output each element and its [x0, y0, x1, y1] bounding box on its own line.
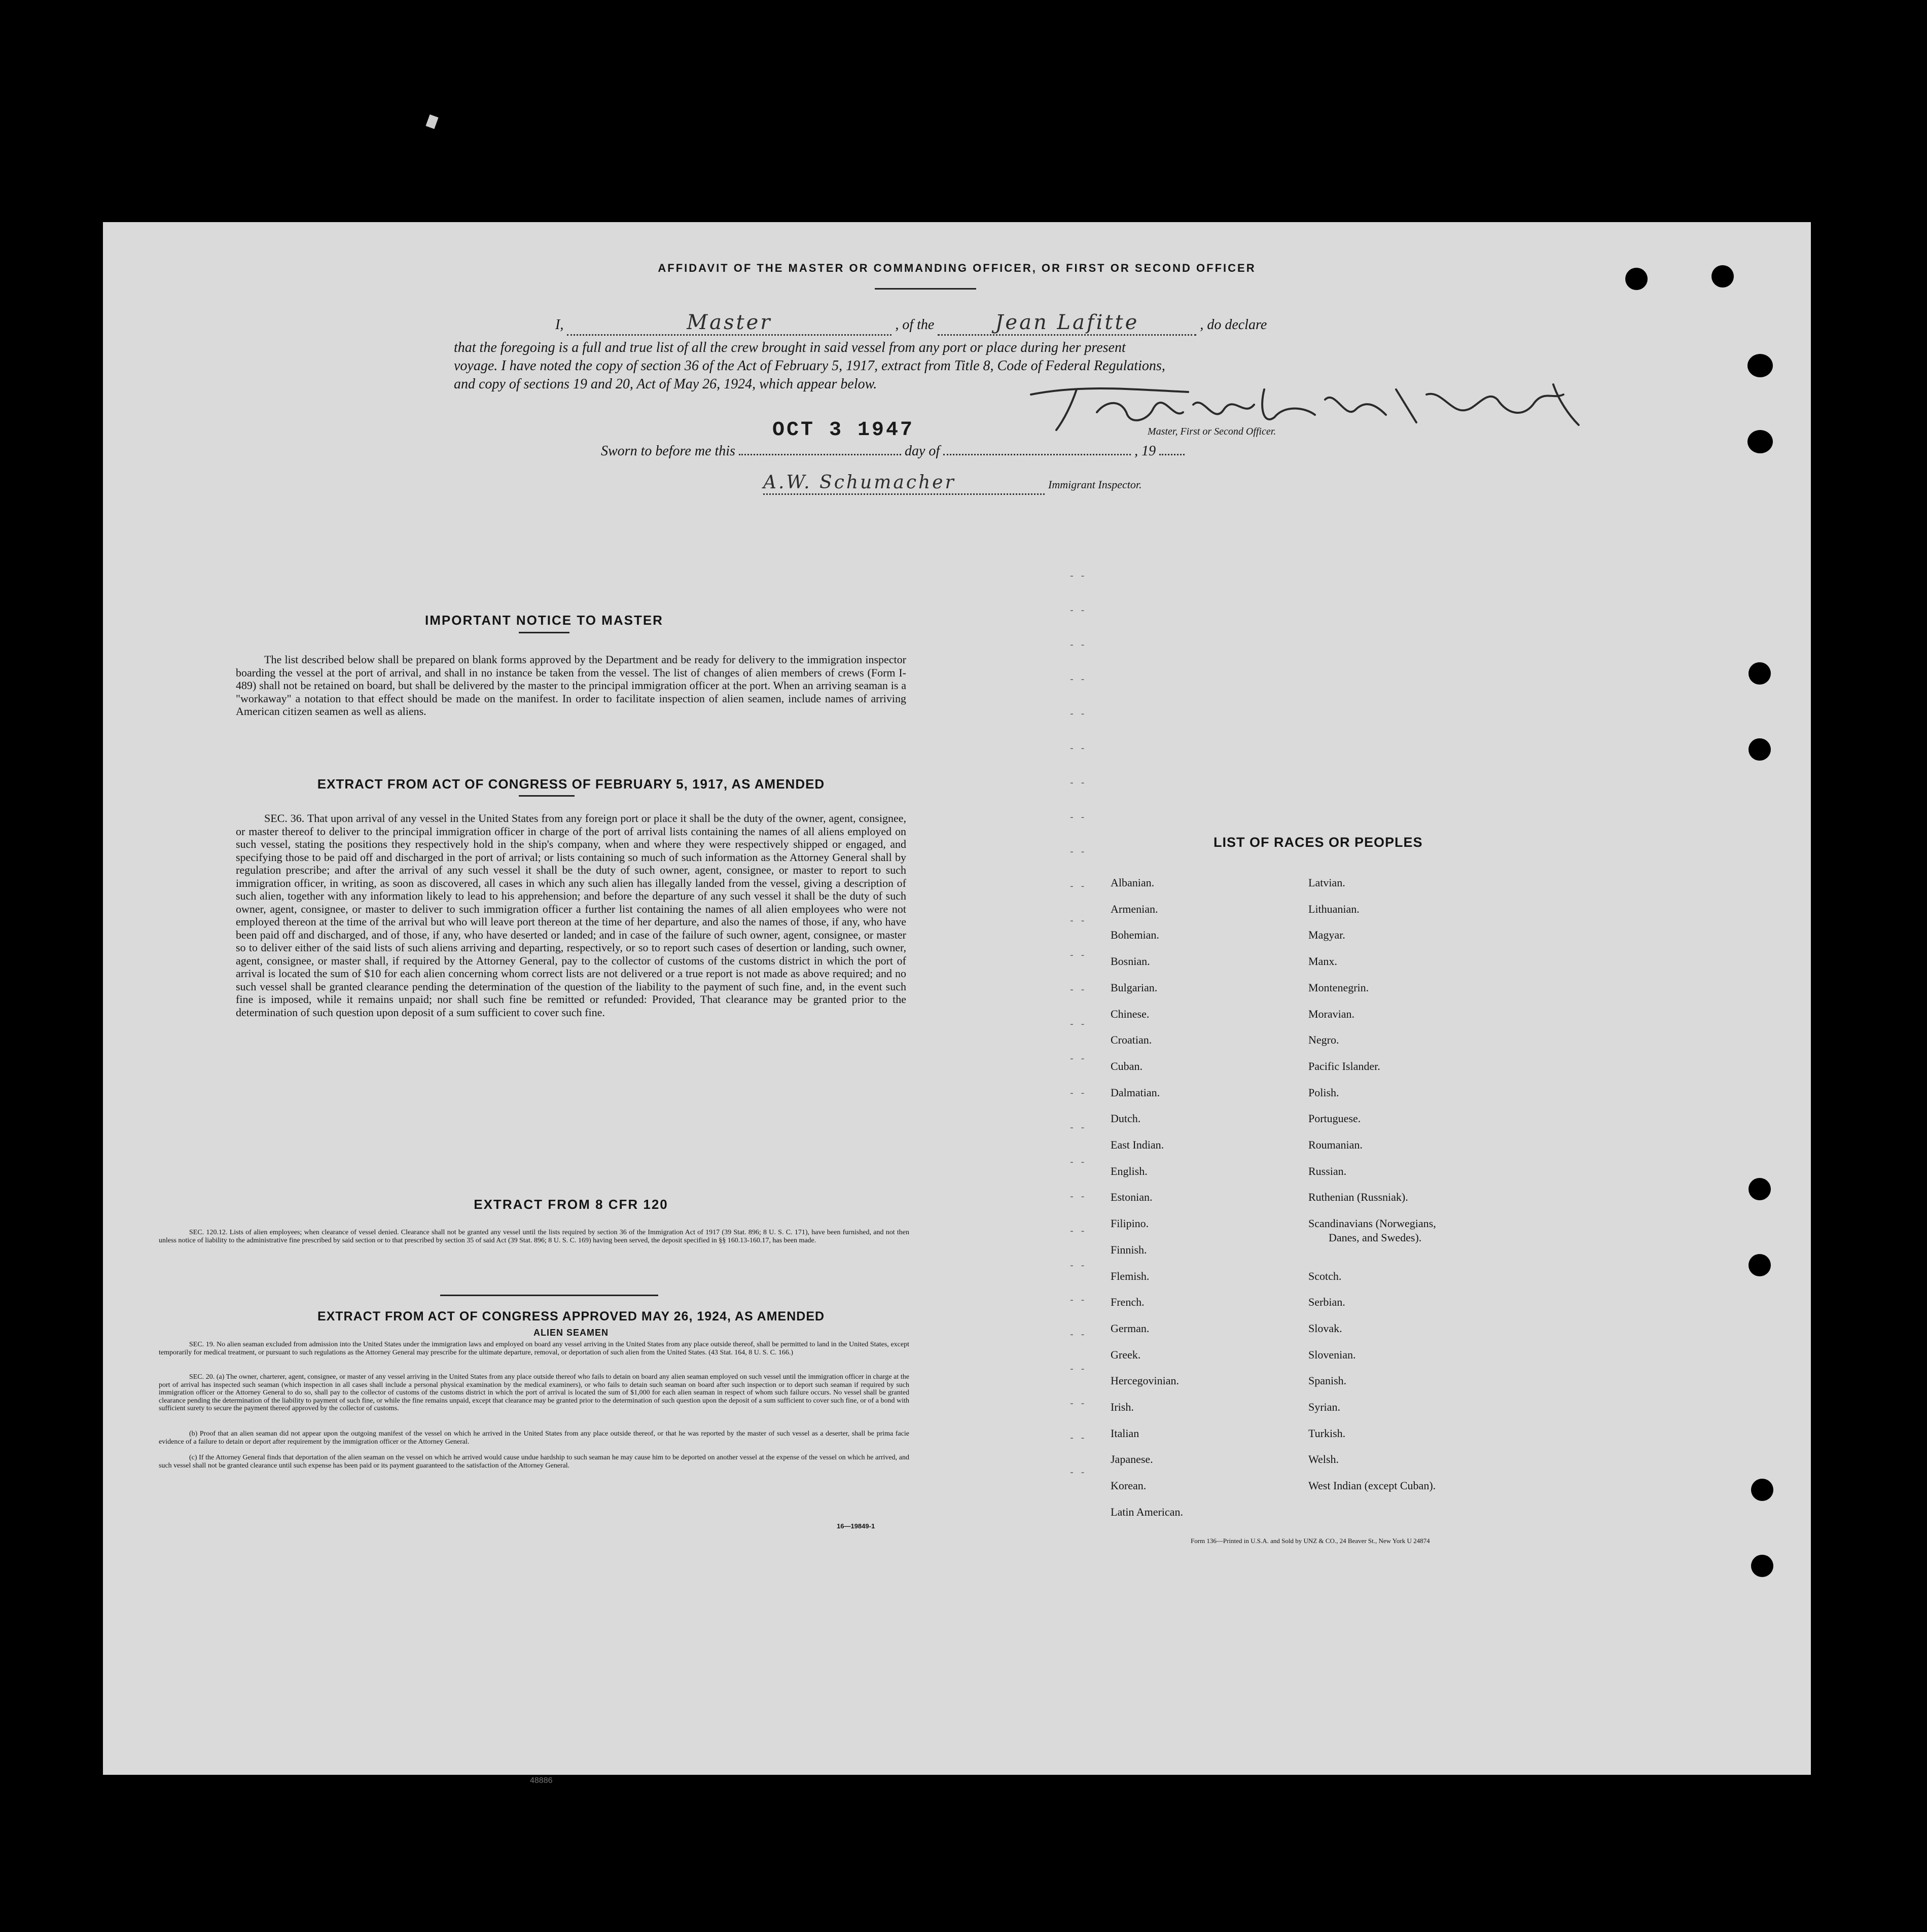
- race-left: Latin American.: [1111, 1505, 1183, 1518]
- race-right: Latvian.: [1308, 876, 1345, 889]
- sec-20c-text: (c) If the Attorney General finds that deportation of the alien seaman on the vessel on which he arrived would cause undue hardship to such seaman he may cause him to be deported on another vessel at the expense of the vessel on which he arrived, and such vessel shall not be granted clearance until such expense has been paid or its payment guaranteed to the satisfaction of the Attorney General.: [159, 1454, 909, 1470]
- race-left: Cuban.: [1111, 1059, 1143, 1072]
- declaration-line-2: that the foregoing is a full and true list of all the crew brought in said vessel from any port or place during her present: [454, 340, 1126, 355]
- sec-20b-text: (b) Proof that an alien seaman did not appear upon the outgoing manifest of the vessel on which he arrived in the United States from any place outside thereof, or that he was reported by the master of such vessel as a deserter, shall be prima facie evidence of a failure to detain or deport after requirement by the immigration officer or the Attorney General.: [159, 1430, 909, 1446]
- race-left: Korean.: [1111, 1479, 1147, 1492]
- race-left: East Indian.: [1111, 1138, 1164, 1151]
- extract-1924-heading: EXTRACT FROM ACT OF CONGRESS APPROVED MAY 26, 1924, AS AMENDED: [317, 1309, 825, 1323]
- form-footer: Form 136—Printed in U.S.A. and Sold by UNZ & CO., 24 Beaver St., New York U 24874: [1191, 1537, 1430, 1545]
- affidavit-heading: AFFIDAVIT OF THE MASTER OR COMMANDING OFFICER, OR FIRST OR SECOND OFFICER: [658, 262, 1256, 274]
- extract-1917-heading: EXTRACT FROM ACT OF CONGRESS OF FEBRUARY 5, 1917, AS AMENDED: [317, 776, 825, 792]
- punch-hole: [1625, 268, 1648, 290]
- punch-hole: [1747, 430, 1773, 453]
- cfr-text: SEC. 120.12. Lists of alien employees; when clearance of vessel denied. Clearance shall not be granted any vessel until the lists required by section 36 of the Immigration Act of 1917 (39 Stat. 896; 8 U. S. C. 171), have been furnished, and not then unless notice of liability to the administrative fine prescribed by said section or to that prescribed by section 35 of said Act (39 Stat. 896; 8 U. S. C. 169) having been served, the deposit specified in §§ 160.13-160.17, has been made.: [159, 1229, 909, 1244]
- race-right: Syrian.: [1308, 1401, 1340, 1413]
- of-the-text: , of the: [895, 317, 935, 333]
- punch-hole: [1748, 1254, 1771, 1276]
- race-right: Negro.: [1308, 1033, 1339, 1047]
- notice-heading: IMPORTANT NOTICE TO MASTER: [425, 613, 663, 628]
- sworn-month-field: [943, 454, 1131, 455]
- sworn-prefix: Sworn to before me this: [601, 443, 735, 459]
- sec-20a-text: SEC. 20. (a) The owner, charterer, agent, consignee, or master of any vessel arriving in the United States from any place outside thereof who fails to detain on board any alien seaman employed on such vessel until the immigration officer in charge at the port of arrival has inspected such seaman (which inspection in all cases shall include a personal physical examination by the medical examiners), or who fails to detain such seaman on board after such inspection or to deport such seaman if required by such immigration officer or the Attorney General to do so, shall pay to the collector of customs of the customs district in which the port of arrival is located the sum of $1,000 for each alien seaman in respect of whom such failure occurs. No vessel shall be granted clearance pending the determination of the liability to payment of such fine, or while the fine remains unpaid, except that clearance may be granted prior to the determination of such question upon the deposit of a sum sufficient to cover such fine, or of a bond with sufficient surety to secure the payment thereof approved by the collector of customs.: [159, 1373, 909, 1412]
- punch-hole: [1748, 662, 1771, 685]
- race-left: Bohemian.: [1111, 928, 1159, 942]
- race-right: Polish.: [1308, 1086, 1339, 1099]
- inspector-caption: Immigrant Inspector.: [1048, 478, 1142, 491]
- scan-mark: 48886: [530, 1776, 553, 1785]
- race-right: Ruthenian (Russniak).: [1308, 1191, 1408, 1204]
- year-prefix: , 19: [1134, 443, 1156, 459]
- race-right: Turkish.: [1308, 1426, 1346, 1440]
- race-right: Scandinavians (Norwegians,: [1308, 1217, 1436, 1230]
- race-left: English.: [1111, 1164, 1148, 1177]
- sworn-year-field: [1159, 454, 1185, 455]
- race-right: Portuguese.: [1308, 1112, 1361, 1125]
- alien-seamen-subheading: ALIEN SEAMEN: [533, 1328, 609, 1338]
- race-left: Armenian.: [1111, 902, 1158, 915]
- inspector-signature: A.W. Schumacher: [763, 472, 956, 493]
- race-right: Montenegrin.: [1308, 981, 1369, 994]
- race-right: Serbian.: [1308, 1296, 1345, 1309]
- master-caption: Master, First or Second Officer.: [1148, 426, 1276, 437]
- race-left: German.: [1111, 1321, 1150, 1335]
- race-right: Magyar.: [1308, 928, 1345, 942]
- notice-divider: [519, 632, 569, 633]
- race-right: Lithuanian.: [1308, 902, 1360, 915]
- race-right: Manx.: [1308, 955, 1337, 968]
- punch-hole: [1751, 1479, 1773, 1501]
- race-right: Welsh.: [1308, 1453, 1339, 1466]
- race-left: Bosnian.: [1111, 955, 1150, 968]
- races-heading: LIST OF RACES OR PEOPLES: [1214, 835, 1423, 850]
- scan-speck: [425, 115, 438, 129]
- race-left: Flemish.: [1111, 1269, 1150, 1282]
- punch-hole: [1748, 1178, 1771, 1200]
- position-field: [567, 313, 891, 336]
- race-left: Chinese.: [1111, 1007, 1150, 1020]
- race-right: Scotch.: [1308, 1269, 1342, 1282]
- punch-hole: [1711, 265, 1734, 288]
- vessel-field: [938, 313, 1196, 336]
- declaration-line-1: [454, 313, 1412, 336]
- document-sheet: [103, 222, 1811, 1775]
- race-right: Slovak.: [1308, 1321, 1342, 1335]
- declaration-line-4: and copy of sections 19 and 20, Act of May 26, 1924, which appear below.: [454, 376, 877, 392]
- race-right: Pacific Islander.: [1308, 1059, 1380, 1072]
- declaration-prefix: I,: [555, 317, 564, 333]
- race-left: Japanese.: [1111, 1453, 1153, 1466]
- race-left: Finnish.: [1111, 1243, 1147, 1256]
- races-list: [1111, 876, 1668, 1546]
- race-left: French.: [1111, 1296, 1145, 1309]
- cfr-divider: [440, 1295, 658, 1296]
- position-handwriting: Master: [687, 311, 772, 334]
- heading-divider: [875, 288, 976, 290]
- sec-19-text: SEC. 19. No alien seaman excluded from admission into the United States under the immigration laws and employed on board any vessel arriving in the United States from any place outside thereof, shall be permitted to land in the United States, except temporarily for medical treatment, or pursuant to such regulations as the Attorney General may prescribe for the ultimate departure, removal, or deportation of such alien from the United States. (43 Stat. 164, 8 U. S. C. 166.): [159, 1341, 909, 1356]
- race-left: Hercegovinian.: [1111, 1374, 1179, 1387]
- race-left: Irish.: [1111, 1401, 1134, 1413]
- extract-1917-text: SEC. 36. That upon arrival of any vessel in the United States from any foreign port or place it shall be the duty of the owner, agent, consignee, or master thereof to deliver to the principal immigration officer in charge of the port of arrival lists containing the names of all aliens employed on such vessel, stating the positions they respectively hold in the ship's company, when and where they were respectively shipped or engaged, and specifying those to be paid off and discharged in the port of arrival; or lists containing so much of such information as the Attorney General shall by regulation prescribe; and after the arrival of any such vessel it shall be the duty of such owner, agent, consignee, or master to report to such immigration officer, in writing, as soon as discovered, all cases in which any such alien has illegally landed from the vessel, giving a description of such alien, together with any information likely to lead to his apprehension; and before the departure of any such vessel it shall be the duty of such owner, agent, consignee, or master to deliver to such immigration officer a further list containing the names of all alien employees who were not employed thereon at the time of the arrival but who will leave port thereon at the time of her departure, and also the names of those, if any, who have been paid off and discharged, and of those, if any, who have deserted or landed; and in case of the failure of such owner, agent, consignee, or master so to deliver either of the said lists of such aliens arriving and departing, respectively, or so to report such cases of desertion or landing, such owner, agent, consignee, or master shall, if required by the Attorney General, pay to the collector of customs of the customs district in which the port of arrival is located the sum of $10 for each alien concerning whom correct lists are not delivered or a true report is not made as above required; and no such vessel shall be granted clearance pending the determination of the question of the liability to the payment of such fine, and, in the event such fine is imposed, while it remains unpaid; nor shall such fine be remitted or refunded: Provided, That clearance may be granted prior to the determination of such question upon deposit of a sum sufficient to cover such fine.: [236, 812, 906, 1019]
- punch-hole: [1747, 354, 1773, 377]
- race-left: Greek.: [1111, 1348, 1141, 1361]
- race-left: Estonian.: [1111, 1191, 1153, 1204]
- race-left: Dutch.: [1111, 1112, 1141, 1125]
- extract-1917-divider: [519, 795, 575, 797]
- cfr-heading: EXTRACT FROM 8 CFR 120: [474, 1197, 668, 1212]
- form-code: 16—19849-1: [837, 1522, 875, 1530]
- margin-dash-marks: - - - - - - - - - - - - - - - - - - - - - - - - - - - - - - - - - - - - - - - - - - - - - - - - - - - - - -: [1069, 571, 1086, 1478]
- punch-hole: [1748, 738, 1771, 761]
- master-signature: [1021, 369, 1609, 435]
- declaration-line-3: voyage. I have noted the copy of section 36 of the Act of February 5, 1917, extract from Title 8, Code of Federal Regulations,: [454, 358, 1165, 374]
- race-right: West Indian (except Cuban).: [1308, 1479, 1436, 1492]
- race-right: Moravian.: [1308, 1007, 1355, 1020]
- vessel-handwriting: Jean Lafitte: [995, 311, 1139, 334]
- notice-text: The list described below shall be prepared on blank forms approved by the Department and be ready for delivery to the immigration inspector boarding the vessel at the port of arrival, and shall in no instance be taken from the vessel. The list of changes of alien members of crews (Form I-489) shall not be retained on board, but shall be delivered by the master to the principal immigration officer at the port. When an arriving seaman is a "workaway" a notation to that effect should be made on the manifest. In order to facilitate inspection of alien seamen, include names of arriving American citizen seamen as well as aliens.: [236, 653, 906, 718]
- race-left: Filipino.: [1111, 1217, 1149, 1230]
- race-left: Italian: [1111, 1426, 1139, 1440]
- date-stamp: OCT 3 1947: [772, 419, 915, 442]
- race-right: Danes, and Swedes).: [1329, 1231, 1422, 1244]
- sworn-day-field: [739, 454, 901, 455]
- do-declare-text: , do declare: [1200, 317, 1267, 333]
- race-left: Bulgarian.: [1111, 981, 1158, 994]
- sworn-line: [454, 442, 1412, 460]
- race-right: Slovenian.: [1308, 1348, 1356, 1361]
- race-left: Dalmatian.: [1111, 1086, 1160, 1099]
- inspector-field: [763, 474, 1045, 495]
- day-of-text: day of: [904, 443, 940, 459]
- punch-hole: [1751, 1555, 1773, 1577]
- race-left: Albanian.: [1111, 876, 1155, 889]
- race-right: Roumanian.: [1308, 1138, 1363, 1151]
- race-right: Russian.: [1308, 1164, 1347, 1177]
- inspector-line: [454, 474, 1412, 495]
- race-right: Spanish.: [1308, 1374, 1347, 1387]
- race-left: Croatian.: [1111, 1033, 1152, 1047]
